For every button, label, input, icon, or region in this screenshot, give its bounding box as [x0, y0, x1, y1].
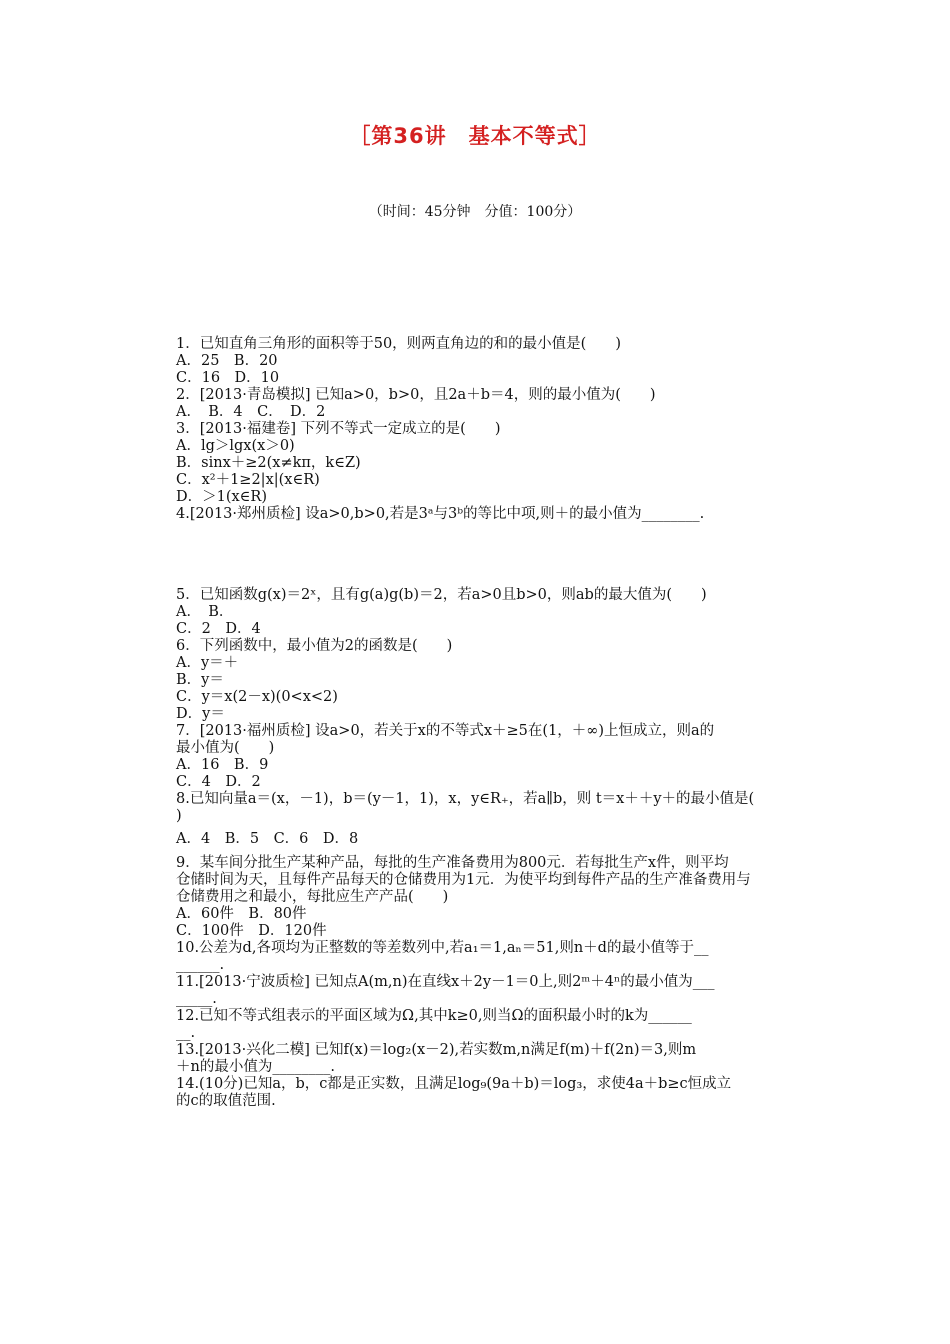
- question-line: ______.: [176, 957, 225, 973]
- question-line: B．sinx＋≥2(x≠kπ，k∈Z): [176, 455, 361, 471]
- exam-meta: （时间：45分钟 分值：100分）: [368, 204, 582, 220]
- page-title: ［第36讲 基本不等式］: [349, 124, 601, 148]
- question-line: A．y＝＋: [176, 655, 239, 671]
- question-line: D．＞1(x∈R): [176, 489, 267, 505]
- question-line: __.: [176, 1025, 196, 1041]
- question-line: C．100件 D．120件: [176, 923, 327, 939]
- question-line: 1．已知直角三角形的面积等于50，则两直角边的和的最小值是( ): [176, 336, 621, 352]
- question-line: D．y＝: [176, 706, 225, 722]
- question-line: 12.已知不等式组表示的平面区域为Ω,其中k≥0,则当Ω的面积最小时的k为______: [176, 1008, 692, 1024]
- question-line: ): [176, 808, 182, 824]
- question-line: _____.: [176, 991, 217, 1007]
- question-line: A． B．4 C． D．2: [176, 404, 326, 420]
- question-line: 14.(10分)已知a，b，c都是正实数，且满足log₉(9a＋b)＝log₃，求使4a＋b≥c恒成立: [176, 1076, 732, 1092]
- questions-block-2: [176, 587, 816, 848]
- question-line: B．y＝: [176, 672, 224, 688]
- question-line: 10.公差为d,各项均为正整数的等差数列中,若a₁＝1,aₙ＝51,则n＋d的最小值等于__: [176, 940, 709, 956]
- question-line: 最小值为( ): [176, 740, 275, 756]
- question-line: 11.[2013·宁波质检] 已知点A(m,n)在直线x＋2y－1＝0上,则2ᵐ＋4ⁿ的最小值为___: [176, 974, 715, 990]
- question-line: 4.[2013·郑州质检] 设a>0,b>0,若是3ᵃ与3ᵇ的等比中项,则＋的最小值为________.: [176, 506, 705, 522]
- questions-block-3: [176, 855, 816, 1110]
- question-line: 5．已知函数g(x)＝2ˣ，且有g(a)g(b)＝2，若a>0且b>0，则ab的最大值为( ): [176, 587, 707, 603]
- question-line: A．16 B．9: [176, 757, 269, 773]
- question-line: A．lg＞lgx(x＞0): [176, 438, 295, 454]
- question-line: C．4 D．2: [176, 774, 261, 790]
- question-line: A．60件 B．80件: [176, 906, 307, 922]
- question-line: C．y＝x(2－x)(0<x<2): [176, 689, 338, 705]
- questions-block-1: [176, 336, 816, 523]
- question-line: C．16 D．10: [176, 370, 280, 386]
- question-line: ＋n的最小值为________.: [176, 1059, 335, 1075]
- question-line: 6．下列函数中，最小值为2的函数是( ): [176, 638, 453, 654]
- question-line: C．2 D．4: [176, 621, 261, 637]
- question-line: 13.[2013·兴化二模] 已知f(x)＝log₂(x－2),若实数m,n满足f(m)＋f(2n)＝3,则m: [176, 1042, 697, 1058]
- question-line: 仓储时间为天，且每件产品每天的仓储费用为1元．为使平均到每件产品的生产准备费用与: [176, 872, 751, 888]
- question-line: 的c的取值范围.: [176, 1093, 276, 1109]
- question-line: A． B．: [176, 604, 234, 620]
- question-line: 仓储费用之和最小，每批应生产产品( ): [176, 889, 449, 905]
- question-line: A．4 B．5 C．6 D．8: [176, 831, 359, 847]
- question-line: 3．[2013·福建卷] 下列不等式一定成立的是( ): [176, 421, 501, 437]
- question-line: 2．[2013·青岛模拟] 已知a>0，b>0，且2a＋b＝4，则的最小值为( ): [176, 387, 656, 403]
- question-line: C．x²＋1≥2|x|(x∈R): [176, 472, 320, 488]
- question-line: A．25 B．20: [176, 353, 278, 369]
- question-line: 7．[2013·福州质检] 设a>0，若关于x的不等式x＋≥5在(1，＋∞)上恒成立，则a的: [176, 723, 715, 739]
- question-line: 9．某车间分批生产某种产品，每批的生产准备费用为800元．若每批生产x件，则平均: [176, 855, 729, 871]
- question-line: 8.已知向量a＝(x，－1)，b＝(y－1，1)，x，y∈R₊，若a∥b，则 t＝x＋＋y＋的最小值是(: [176, 791, 755, 807]
